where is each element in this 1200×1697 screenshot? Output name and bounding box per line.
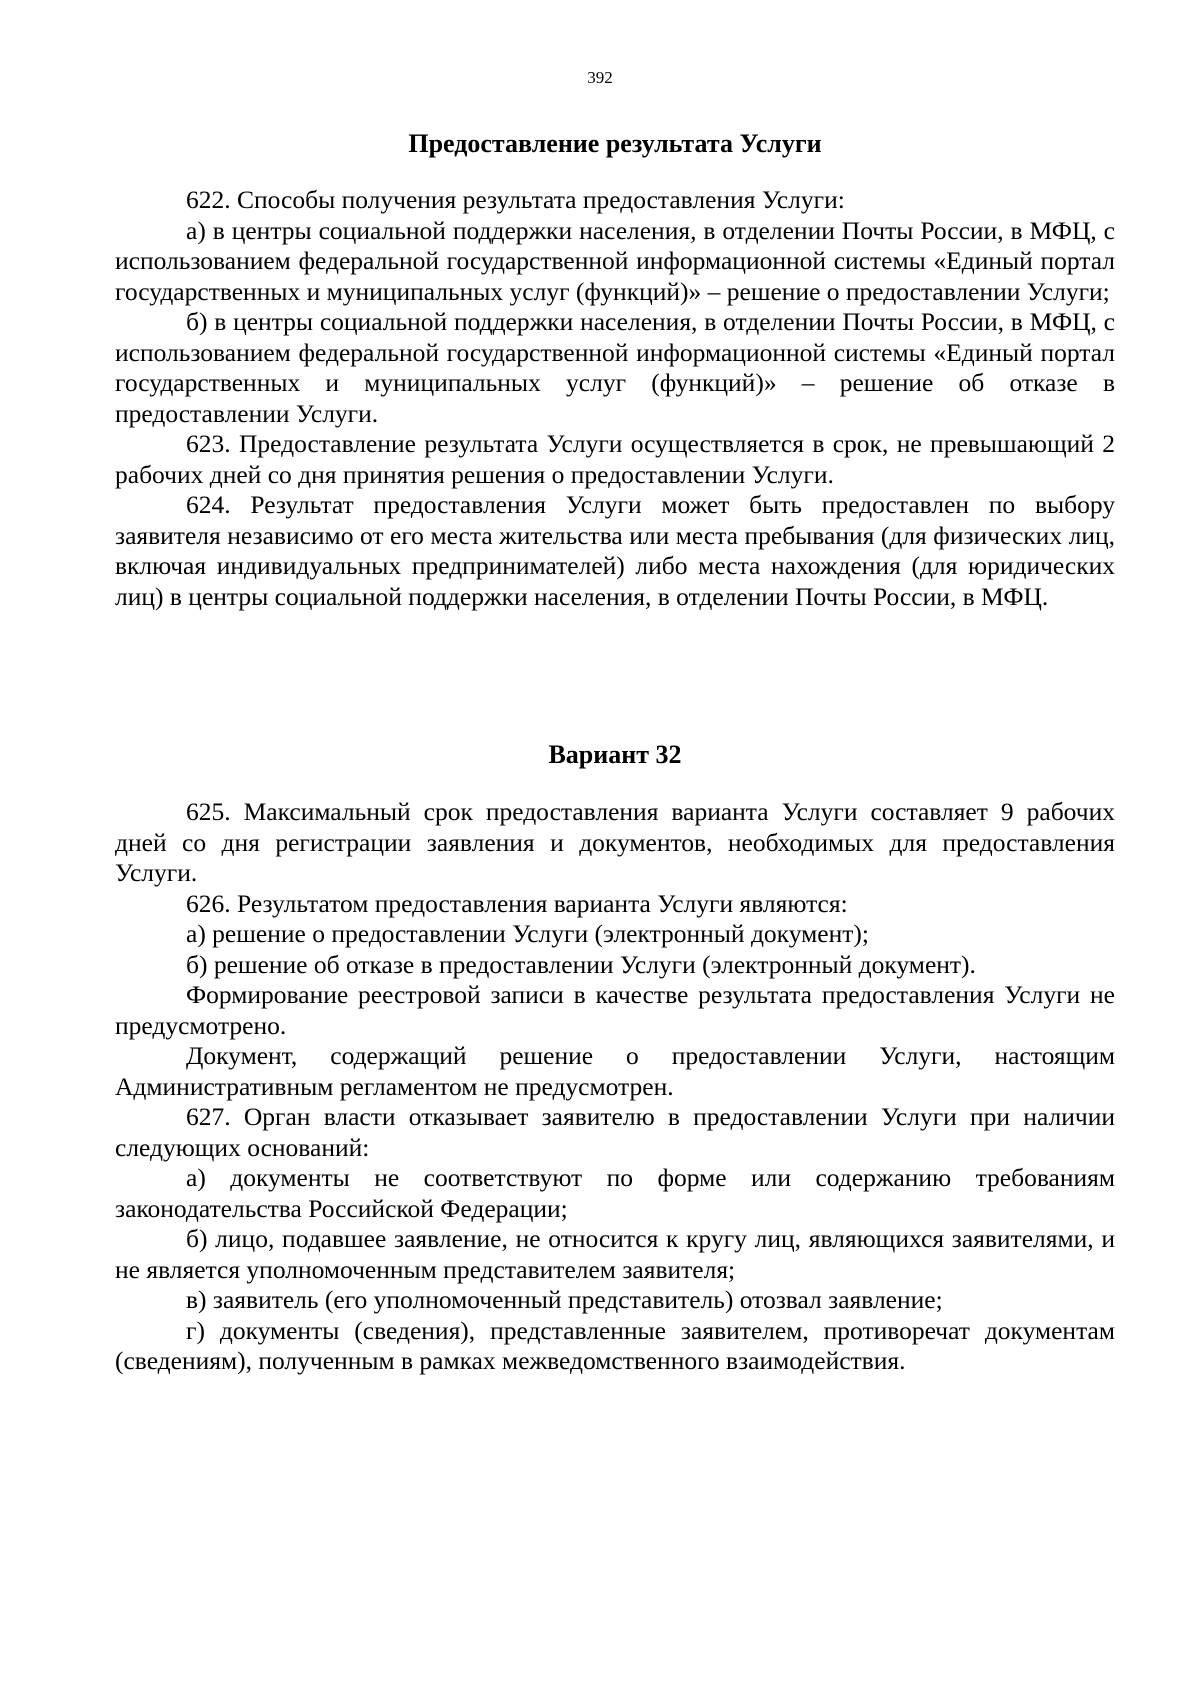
section-variant-32 [115, 797, 1115, 1377]
paragraph-627-v: в) заявитель (его уполномоченный представитель) отозвал заявление; [186, 1285, 943, 1314]
page-number: 392 [587, 68, 613, 87]
paragraph-registry-note: Формирование реестровой записи в качестве результата предоставления Услуги не предусмотрено. [115, 980, 1115, 1040]
paragraph-623: 623. Предоставление результата Услуги осуществляется в срок, не превышающий 2 рабочих дней со дня принятия решения о предоставлении Услуги. [115, 429, 1115, 489]
paragraph-627-b: б) лицо, подавшее заявление, не относится к кругу лиц, являющихся заявителями, и не является уполномоченным представителем заявителя; [115, 1224, 1115, 1284]
paragraph-626-a: а) решение о предоставлении Услуги (электронный документ); [186, 919, 869, 948]
section-heading-result-provision: Предоставление результата Услуги [408, 129, 822, 158]
paragraph-622-b: б) в центры социальной поддержки населения, в отделении Почты России, в МФЦ, с использованием федеральной государственной информационной системы «Единый портал государственных и муниципальных услуг (функций)» – решение об отказе в предоставлении Услуги. [115, 307, 1115, 428]
section-result-provision [115, 185, 1115, 612]
paragraph-622-a: а) в центры социальной поддержки населения, в отделении Почты России, в МФЦ, с использованием федеральной государственной информационной системы «Единый портал государственных и муниципальных услуг (функций)» – решение о предоставлении Услуги; [115, 215, 1115, 306]
paragraph-627-a: а) документы не соответствуют по форме или содержанию требованиям законодательства Российской Федерации; [115, 1163, 1115, 1223]
paragraph-626-b: б) решение об отказе в предоставлении Услуги (электронный документ). [186, 949, 976, 979]
paragraph-624: 624. Результат предоставления Услуги может быть предоставлен по выбору заявителя независимо от его места жительства или места пребывания (для физических лиц, включая индивидуальных предпринимателей) либо места нахождения (для юридических лиц) в центры социальной поддержки населения, в отделении Почты России, в МФЦ. [115, 490, 1115, 611]
paragraph-627-g: г) документы (сведения), представленные заявителем, противоречат документам (сведениям), полученным в рамках межведомственного взаимодействия. [115, 1315, 1115, 1375]
section-heading-variant-32: Вариант 32 [548, 740, 682, 769]
paragraph-622: 622. Способы получения результата предоставления Услуги: [186, 185, 845, 214]
paragraph-626: 626. Результатом предоставления варианта Услуги являются: [186, 888, 848, 918]
paragraph-627: 627. Орган власти отказывает заявителю в предоставлении Услуги при наличии следующих оснований: [115, 1102, 1115, 1162]
paragraph-document-note: Документ, содержащий решение о предоставлении Услуги, настоящим Административным регламентом не предусмотрен. [115, 1041, 1115, 1101]
paragraph-625: 625. Максимальный срок предоставления варианта Услуги составляет 9 рабочих дней со дня регистрации заявления и документов, необходимых для предоставления Услуги. [115, 797, 1115, 887]
